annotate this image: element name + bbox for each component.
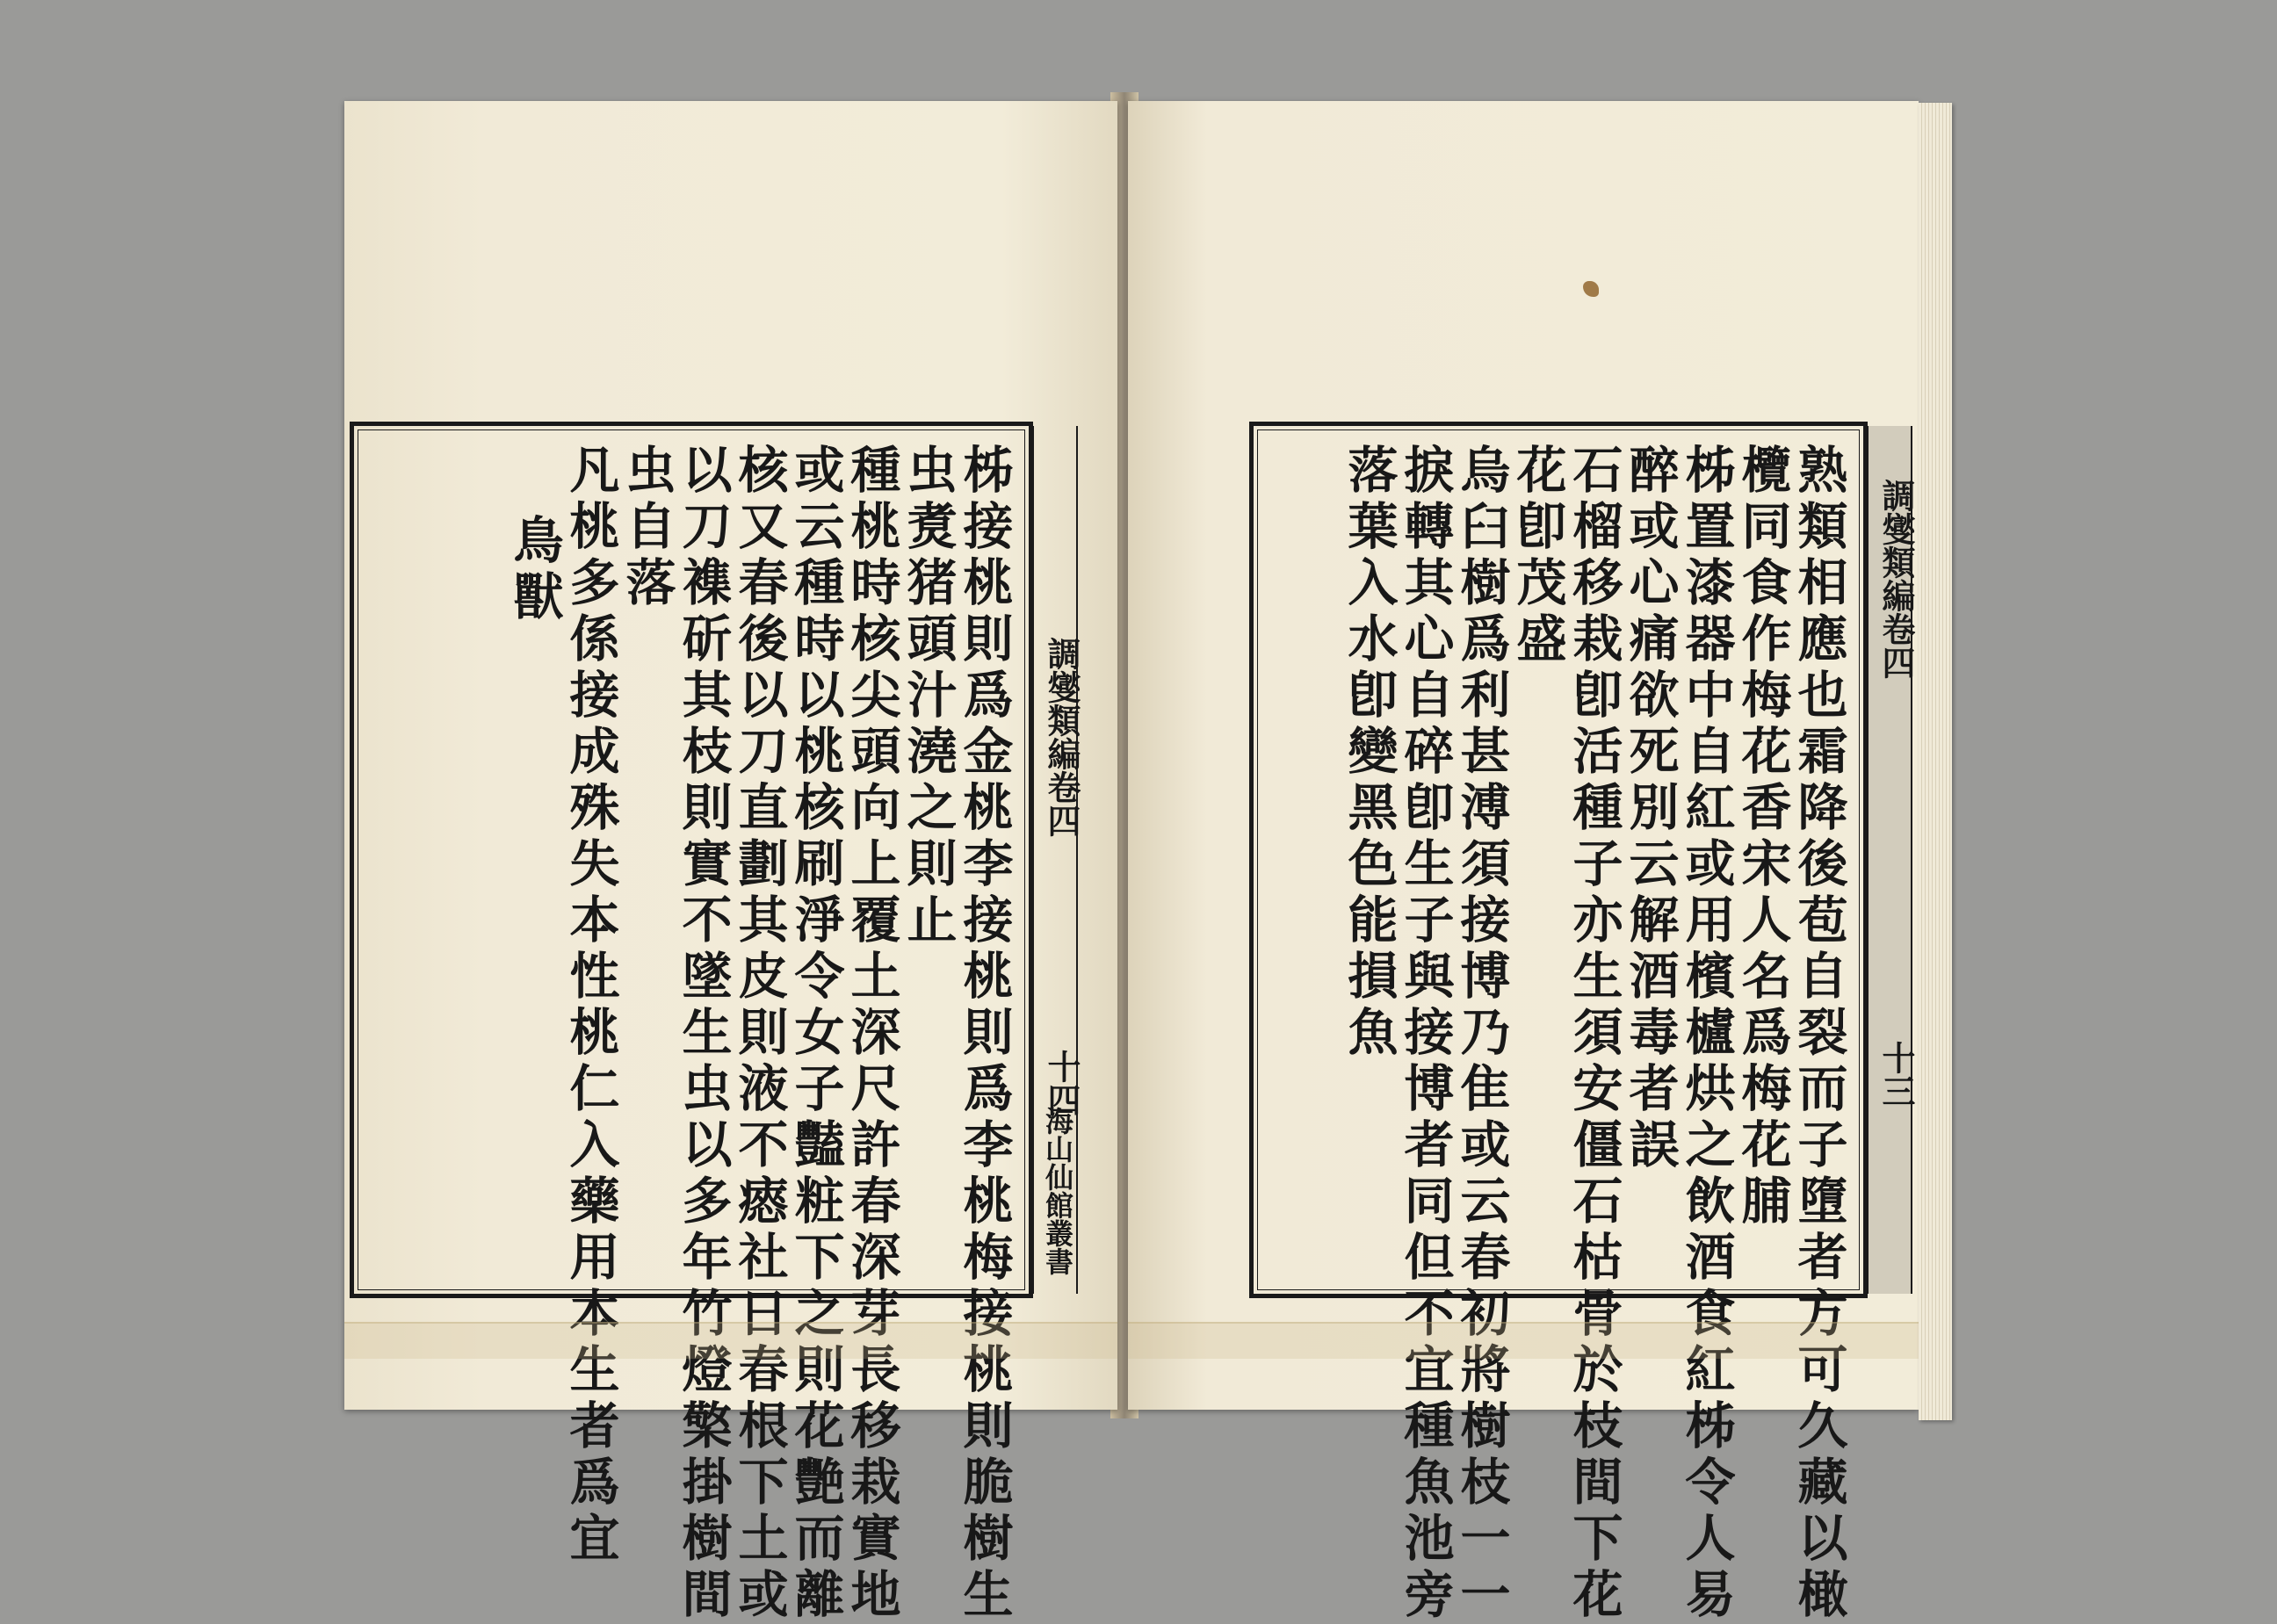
left-column-3: 種桃時核尖頭向上覆土深尺許春深芽長移栽實地 (842, 444, 901, 1624)
water-stain (344, 1322, 1117, 1359)
right-text-frame (1249, 422, 1916, 1624)
paper-blemish (1583, 281, 1599, 297)
left-page (344, 101, 1117, 1624)
right-banner-title: 調燮類編卷四 (1876, 479, 1916, 679)
page-edge-stack (1919, 103, 1952, 1420)
left-page-banner (1032, 426, 1081, 1294)
open-book (344, 92, 1952, 1624)
left-column-1: 柹接桃則爲金桃李接桃則爲李桃梅接桃則脆樹生 (955, 444, 1014, 1624)
right-column-4: 醉或心痛欲死別云解酒毒者誤 (1621, 444, 1680, 1174)
left-column-7: 虫自落 (618, 444, 676, 612)
left-column-4: 或云種時以桃核刷淨令女子豔粧下之則花艷而離 (786, 444, 845, 1624)
left-banner-title: 調燮類編卷四 (1042, 637, 1081, 837)
left-column-6: 以刀襍斫其枝則實不墜生虫以多年竹燈檠掛樹間 (674, 444, 733, 1624)
right-page (1128, 101, 1919, 1624)
left-banner-page-number: 十四 (1042, 1050, 1081, 1116)
right-column-2: 欖同食作梅花香宋人名爲梅花脯 (1733, 444, 1792, 1231)
left-column-5: 核又春後以刀直劃其皮則液不瘱社日春根下土或 (730, 444, 789, 1624)
right-column-8: 捩轉其心自碎卽生子與接博者同但不宜種魚池旁 (1396, 444, 1455, 1624)
left-section-heading: 鳥獸 (505, 514, 564, 626)
left-column-2: 虫煑猪頭汁澆之則止 (899, 444, 958, 949)
left-column-8: 凡桃多係接成殊失本性桃仁入藥用本生者爲宜 (561, 444, 620, 1568)
right-column-5: 石榴移栽卽活種子亦生須安僵石枯骨於枝間下花 (1565, 444, 1623, 1624)
right-column-7: 烏臼樹爲利甚溥須接博乃隹或云春初將樹枝一一 (1452, 444, 1511, 1624)
left-text-frame (350, 422, 1081, 1624)
right-column-1: 熟類相應也霜降後苞自裂而子墮者方可久藏以橄 (1789, 444, 1848, 1624)
left-banner-imprint: 海山仙館叢書 (1041, 1107, 1074, 1275)
right-column-9: 落葉入水卽變黑色能損魚 (1340, 444, 1399, 1062)
right-page-banner (1867, 426, 1916, 1294)
right-banner-page-number: 十三 (1876, 1041, 1916, 1108)
right-column-3: 柹置漆器中自紅或用檳櫨烘之飲酒食紅柹令人易 (1677, 444, 1736, 1624)
water-stain (1128, 1322, 1919, 1359)
right-column-6: 花卽茂盛 (1508, 444, 1567, 668)
